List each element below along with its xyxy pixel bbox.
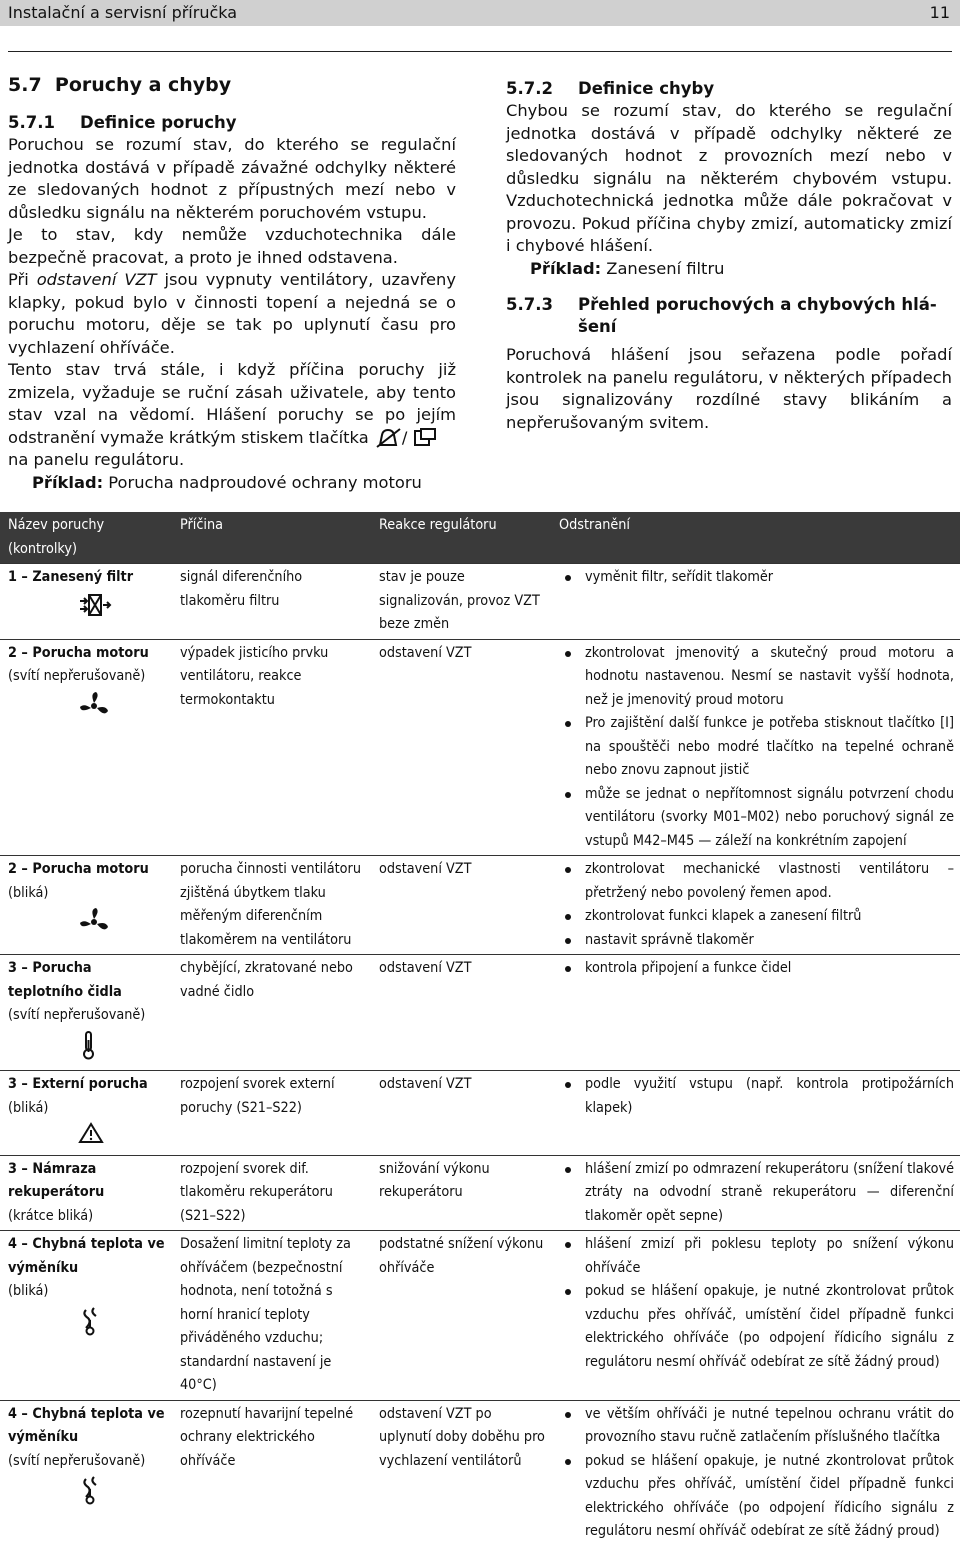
fault-name-cell (0, 639, 172, 856)
thermometer-icon (78, 1030, 166, 1069)
example-fault (8, 472, 456, 495)
separator: / (401, 427, 408, 447)
table-header-row (0, 512, 960, 564)
fault-state: (svítí nepřerušovaně) (8, 1007, 146, 1023)
remedy-cell (551, 564, 960, 640)
remedy-list (559, 858, 954, 952)
page-number: 11 (929, 3, 950, 22)
subsection-title: Definice chyby (578, 79, 715, 98)
fault-name-cell (0, 856, 172, 955)
remedy-cell (551, 856, 960, 955)
subsection-title: Definice poruchy (80, 113, 237, 132)
list-item: Pro zajištění další funkce je potřeba stisknout tlačítko [I] na spouštěči nebo modré tlačítko na tepelné ochraně nebo znovu zapnout jistič (559, 712, 954, 783)
paragraph-fault-state: Je to stav, kdy nemůže vzduchotechnika dále bezpečně pracovat, a proto je ihned odstavena. (8, 225, 456, 267)
list-item: pokud se hlášení opakuje, je nutné zkontrolovat průtok vzduchu přes ohříváč, umístění čidel případně funkci elektrického ohříváče (po odpojení řídicího signálu z regulátoru nesmí ohříváč odebírat ze sítě žádný proud) (559, 1280, 954, 1374)
warning-icon (78, 1122, 166, 1153)
text: jsou vypnuty ventilátory, uzavřeny klapky, pokud bylo v činnosti topení a nejedná se o poruchu motoru, děje se tak po uplynutí času pro vychlazení ohříváče. (8, 270, 456, 357)
remedy-cell (551, 639, 960, 856)
example-text: Zanesení filtru (606, 258, 725, 278)
cause-cell: signál diferenčního tlakoměru filtru (172, 564, 371, 640)
paragraph-fault-definition: Poruchou se rozumí stav, do kterého se regulační jednotka dostává v případě závažné odchylky některé ze sledovaných hodnot z přípustných mezí nebo v důsledku signálu na některém poruchovém vstupu. (8, 135, 456, 222)
subsection-number: 5.7.3 (506, 295, 553, 314)
page-header (0, 0, 960, 26)
text: Při (8, 270, 37, 289)
list-item: ve větším ohříváči je nutné tepelnou ochranu vrátit do provozního stavu ručně zatlačením příslušného tlačítka (559, 1403, 954, 1450)
header-rule (8, 51, 952, 52)
remedy-cell (551, 1071, 960, 1156)
section-title: Poruchy a chyby (54, 74, 232, 96)
header-fault-name: Název poruchy (kontrolky) (0, 512, 172, 564)
list-item: pokud se hlášení opakuje, je nutné zkontrolovat průtok vzduchu přes ohříváč, umístění čidel případně funkci elektrického ohříváče (po odpojení řídicího signálu z regulátoru nesmí ohříváč odebírat ze sítě žádný proud) (559, 1450, 954, 1544)
remedy-list (559, 642, 954, 854)
reaction-cell: odstavení VZT (371, 856, 551, 955)
fault-name-cell (0, 1155, 172, 1231)
fault-name-cell (0, 1071, 172, 1156)
reaction-cell: odstavení VZT (371, 955, 551, 1071)
table-row (0, 1400, 960, 1546)
fault-table-body (0, 564, 960, 1546)
heater-icon (78, 1475, 166, 1514)
list-item: zkontrolovat funkci klapek a zanesení filtrů (559, 905, 954, 929)
text: Tento stav trvá stále, i když příčina poruchy již zmizela, vyžaduje se ruční zásah uživatele, aby tento stav vzal na vědomí. Hlášení poruchy se po jejím odstranění vymaže krátkým stiskem tlačítka (8, 360, 456, 447)
fault-name: 2 – Porucha motoru (8, 644, 149, 661)
subsection-heading-571 (8, 112, 456, 134)
table-row (0, 856, 960, 955)
reaction-cell: podstatné snížení výkonu ohříváče (371, 1231, 551, 1401)
subsection-number: 5.7.1 (8, 113, 55, 132)
reaction-cell: odstavení VZT (371, 1071, 551, 1156)
cause-cell: chybějící, zkratované nebo vadné čidlo (172, 955, 371, 1071)
fault-name: 2 – Porucha motoru (8, 861, 149, 877)
fault-state: (svítí nepřerušovaně) (8, 668, 146, 684)
list-item: kontrola připojení a funkce čidel (559, 957, 954, 981)
reaction-cell: odstavení VZT po uplynutí doby doběhu pro vychlazení ventilátorů (371, 1400, 551, 1546)
subsection-heading-573 (506, 294, 952, 338)
paragraph-shutdown (8, 269, 456, 359)
list-item: podle využití vstupu (např. kontrola protipožárních klapek) (559, 1073, 954, 1120)
example-error (506, 258, 952, 281)
remedy-list (559, 1403, 954, 1544)
example-label: Příklad: (32, 472, 104, 492)
fault-name: 4 – Chybná teplota ve výměníku (8, 1405, 165, 1445)
fault-name-cell (0, 1231, 172, 1401)
paragraph-overview: Poruchová hlášení jsou seřazena podle pořadí kontrolek na panelu regulátoru, v některých případech jsou signalizovány rozdílné stavy blikáním a nepřerušovaným svitem. (506, 345, 952, 432)
paragraph-error-definition: Chybou se rozumí stav, do kterého se regulační jednotka dostává v případě odchylky některé ze sledovaných hodnot z provozních mezí nebo v důsledku signálu na některém chybovém vstupu. Vzduchotechnická jednotka může dále pokračovat v provozu. Pokud příčina chyby zmizí, automaticky zmizí i chybové hlášení. (506, 101, 952, 255)
cause-cell: rozepnutí havarijní tepelné ochrany elektrického ohříváče (172, 1400, 371, 1546)
table-row (0, 639, 960, 856)
cause-cell: Dosažení limitní teploty za ohříváčem (bezpečnostní hodnota, není totožná s horní hranicí teploty přiváděného vzduchu; standardní nastavení je 40°C) (172, 1231, 371, 1401)
remedy-list (559, 1233, 954, 1374)
remedy-cell (551, 1231, 960, 1401)
fault-name: 3 – Externí porucha (8, 1076, 148, 1092)
table-row (0, 564, 960, 640)
header-remedy: Odstranění (551, 512, 960, 564)
list-item: vyměnit filtr, seřídit tlakoměr (559, 566, 954, 590)
list-item: zkontrolovat jmenovitý a skutečný proud motoru a hodnotu nastavenou. Nesmí se nastavit vyšší hodnota, než je jmenovitý proud motoru (559, 642, 954, 713)
cause-cell: rozpojení svorek externí poruchy (S21–S22) (172, 1071, 371, 1156)
cause-cell: rozpojení svorek dif. tlakoměru rekuperátoru (S21–S22) (172, 1155, 371, 1231)
reaction-cell: snižování výkonu rekuperátoru (371, 1155, 551, 1231)
remedy-cell (551, 955, 960, 1071)
remedy-cell (551, 1155, 960, 1231)
fault-name: 1 – Zanesený filtr (8, 569, 134, 585)
subsection-number: 5.7.2 (506, 79, 553, 98)
section-number: 5.7 (8, 74, 42, 96)
example-text: Porucha nadproudové ochrany motoru (108, 472, 422, 492)
list-item: může se jednat o nepřítomnost signálu potvrzení chodu ventilátoru (svorky M01–M02) nebo poruchový signál ze vstupů M42–M45 — záleží na konkrétním zapojení (559, 783, 954, 854)
fault-name: 3 – Námraza rekuperátoru (8, 1160, 105, 1200)
header-reaction: Reakce regulátoru (371, 512, 551, 564)
fault-name: 4 – Chybná teplota ve výměníku (8, 1236, 165, 1276)
fault-state: (krátce bliká) (8, 1207, 94, 1224)
italic-term: odstavení VZT (36, 270, 157, 289)
cause-cell: porucha činnosti ventilátoru zjištěná úbytkem tlaku měřeným diferenčním tlakoměrem na ventilátoru (172, 856, 371, 955)
list-item: nastavit správně tlakoměr (559, 929, 954, 953)
window-icon (413, 427, 437, 449)
list-item: hlášení zmizí po odmrazení rekuperátoru (snížení tlakové ztráty na odvodní straně rekuperátoru — diferenční tlakoměr opět sepne) (559, 1158, 954, 1229)
fault-name-cell (0, 955, 172, 1071)
fault-state: (bliká) (8, 884, 49, 901)
manual-title: Instalační a servisní příručka (8, 3, 238, 22)
header-cause: Příčina (172, 512, 371, 564)
remedy-cell (551, 1400, 960, 1546)
list-item: hlášení zmizí při poklesu teploty po snížení výkonu ohříváče (559, 1233, 954, 1280)
fault-state: (svítí nepřerušovaně) (8, 1452, 146, 1469)
table-row (0, 1155, 960, 1231)
reaction-cell: stav je pouze signalizován, provoz VZT beze změn (371, 564, 551, 640)
text: na panelu regulátoru. (8, 450, 185, 469)
reaction-cell: odstavení VZT (371, 639, 551, 856)
table-row (0, 955, 960, 1071)
heater-icon (78, 1306, 166, 1345)
fan-icon (78, 907, 166, 946)
section-heading (8, 74, 456, 96)
right-column (506, 78, 952, 434)
fault-state: (bliká) (8, 1099, 49, 1116)
filter-icon (78, 592, 166, 627)
subsection-title-cont: šení (578, 317, 617, 336)
fan-icon (78, 691, 166, 730)
example-label: Příklad: (530, 258, 602, 278)
remedy-list (559, 1073, 954, 1120)
remedy-list (559, 566, 954, 590)
paragraph-reset (8, 359, 456, 472)
subsection-title: Přehled poruchových a chybových hlá- (578, 295, 937, 314)
fault-name-cell (0, 564, 172, 640)
bell-mute-icon (374, 427, 402, 449)
fault-name-cell (0, 1400, 172, 1546)
fault-name: 3 – Porucha teplotního čidla (8, 960, 122, 1000)
fault-state: (bliká) (8, 1283, 49, 1299)
fault-table (0, 512, 960, 1546)
cause-cell: výpadek jisticího prvku ventilátoru, reakce termokontaktu (172, 639, 371, 856)
left-column (8, 74, 456, 494)
list-item: zkontrolovat mechanické vlastnosti ventilátoru – přetržený nebo povolený řemen apod. (559, 858, 954, 905)
remedy-list (559, 1158, 954, 1229)
table-row (0, 1231, 960, 1401)
subsection-heading-572 (506, 78, 952, 100)
remedy-list (559, 957, 954, 981)
table-row (0, 1071, 960, 1156)
